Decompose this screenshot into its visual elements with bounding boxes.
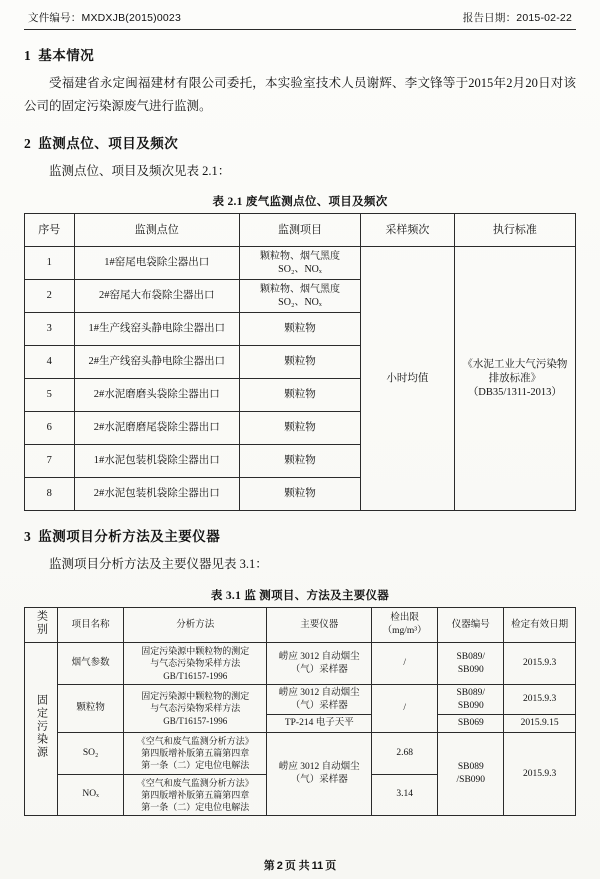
instrument-line: 崂应 3012 自动烟尘 [278,687,360,698]
row-items [239,280,360,313]
code-line: SB089/ [456,651,486,662]
row-point: 2#水泥磨磨尾袋除尘器出口 [74,412,239,445]
row-no: 7 [25,445,75,478]
row-items: 颗粒物 [239,313,360,346]
col-header-frequency: 采样频次 [361,214,455,247]
row-standard [454,247,575,511]
section-heading-3 [24,525,576,545]
code-line: SB089 [457,762,484,773]
method-line: 与气态污染物采样方法 [150,703,241,714]
row-item-line: SO₂、NOₓ [278,297,322,309]
row-no: 3 [25,313,75,346]
doc-number-value: MXDXJB(2015)0023 [81,12,181,24]
row-instrument [267,684,372,715]
row-items: 颗粒物 [239,445,360,478]
footer-total-pages: 11 [311,860,324,872]
row-no: 4 [25,346,75,379]
col-header-category-text: 类别 [35,609,48,636]
row-item-name: SO₂ [58,733,124,774]
section-2-title: 监测点位、项目及频次 [38,136,179,152]
row-frequency: 小时均值 [361,247,455,511]
row-method [124,733,267,774]
table-row [25,684,576,715]
col-header-name: 项目名称 [58,607,124,643]
method-line: GB/T16157-1996 [163,670,228,681]
doc-number [28,10,181,25]
section-2-number: 2 [24,136,32,152]
col-header-date: 检定有效日期 [504,607,576,643]
report-date-value: 2015-02-22 [516,12,572,24]
row-items: 颗粒物 [239,346,360,379]
standard-line: 《水泥工业大气污染物 [462,358,568,370]
row-limit: / [372,643,438,684]
row-method [124,774,267,815]
method-line: 固定污染源中颗粒物的测定 [141,691,250,702]
basic-situation-paragraph: 受福建省永定闽福建材有限公司委托，本实验室技术人员谢辉、李文锋等于2015年2月20日对该公司的固定污染源废气进行监测。 [24,76,576,114]
col-header-point: 监测点位 [74,214,239,247]
table-row [25,247,576,280]
standard-line: （DB35/1311-2013） [467,386,562,398]
row-date: 2015.9.3 [504,643,576,684]
row-code [438,684,504,715]
row-no: 2 [25,280,75,313]
method-line: 《空气和废气监测分析方法》 [136,777,254,788]
table-31-caption: 表 3.1 监 测项目、方法及主要仪器 [210,589,390,602]
doc-number-label: 文件编号： [28,13,82,24]
col-header-item: 监测项目 [239,214,360,247]
row-items [239,247,360,280]
row-no: 1 [25,247,75,280]
points-intro-paragraph: 监测点位、项目及频次见表 2.1： [49,164,231,179]
row-no: 5 [25,379,75,412]
row-method [124,643,267,684]
instrument-line: 崂应 3012 自动烟尘 [278,651,360,662]
footer-page-number: 2 [276,860,283,872]
method-line: 第一条（二）定电位电解法 [141,801,250,812]
section-3-number: 3 [24,529,32,545]
row-point: 1#窑尾电袋除尘器出口 [74,247,239,280]
code-line: SB089/ [456,687,486,698]
row-limit: / [372,684,438,732]
row-point: 2#水泥磨磨头袋除尘器出口 [74,379,239,412]
row-method [124,684,267,732]
row-point: 2#窑尾大布袋除尘器出口 [74,280,239,313]
instrument-line: （气）采样器 [290,664,348,675]
footer-middle: 页 共 [284,860,310,872]
row-item-line: SO₂、NOₓ [278,264,322,276]
col-header-limit-text: 检出限（mg/m³） [382,613,427,636]
method-line: 《空气和废气监测分析方法》 [136,736,254,747]
row-date: 2015.9.3 [504,733,576,816]
section-1-number: 1 [24,48,32,63]
table-row [25,643,576,684]
row-instrument [267,643,372,684]
row-items: 颗粒物 [239,478,360,511]
row-date: 2015.9.3 [504,684,576,715]
table-methods-instruments [24,607,576,817]
row-code [438,643,504,684]
section-heading-2 [24,132,576,152]
method-line: 与气态污染物采样方法 [150,658,241,669]
row-category [25,643,58,816]
row-instrument: TP-214 电子天平 [267,715,372,733]
method-intro-paragraph: 监测项目分析方法及主要仪器见表 3.1： [49,557,268,572]
table-row-header [25,607,576,643]
method-line: 第四版增补版第五篇第四章 [141,748,250,759]
row-items: 颗粒物 [239,379,360,412]
col-header-no: 序号 [25,214,75,247]
row-no: 8 [25,478,75,511]
method-line: 第四版增补版第五篇第四章 [141,789,250,800]
row-item-name: NOₓ [58,774,124,815]
col-header-standard: 执行标准 [454,214,575,247]
row-code: SB069 [438,715,504,733]
row-instrument [267,733,372,816]
document-header [24,10,576,30]
code-line: /SB090 [456,775,486,786]
row-point: 2#生产线窑头静电除尘器出口 [74,346,239,379]
row-point: 1#生产线窑头静电除尘器出口 [74,313,239,346]
code-line: SB090 [457,664,484,675]
row-no: 6 [25,412,75,445]
col-header-instrument: 主要仪器 [267,607,372,643]
instrument-line: （气）采样器 [290,700,348,711]
method-line: 第一条（二）定电位电解法 [141,760,250,771]
row-limit: 3.14 [372,774,438,815]
col-header-method: 分析方法 [124,607,267,643]
col-header-code: 仪器编号 [438,607,504,643]
row-items: 颗粒物 [239,412,360,445]
standard-line: 排放标准》 [488,372,542,384]
section-1-title: 基本情况 [38,48,95,63]
row-point: 1#水泥包装机袋除尘器出口 [74,445,239,478]
footer-suffix: 页 [325,860,337,872]
col-header-category [25,607,58,643]
row-item-line: 颗粒物、烟气黑度 [259,284,340,296]
instrument-line: 崂应 3012 自动烟尘 [278,762,360,773]
table-row-header [25,214,576,247]
table-monitoring-points [24,213,576,511]
row-limit: 2.68 [372,733,438,774]
code-line: SB090 [457,700,484,711]
row-category-text: 固定污染源 [35,694,48,760]
row-code [438,733,504,816]
row-item-name: 烟气参数 [58,643,124,684]
row-item-name: 颗粒物 [58,684,124,732]
col-header-limit [372,607,438,643]
table-21-caption: 表 2.1 废气监测点位、项目及频次 [212,196,388,209]
report-date [463,10,572,25]
method-line: GB/T16157-1996 [163,715,228,726]
footer-prefix: 第 [263,860,275,872]
instrument-line: （气）采样器 [290,775,348,786]
section-heading-1 [24,44,576,64]
page-footer [0,857,600,873]
row-item-line: 颗粒物、烟气黑度 [259,251,340,263]
report-date-label: 报告日期： [462,13,517,24]
row-point: 2#水泥包装机袋除尘器出口 [74,478,239,511]
table-row [25,733,576,774]
method-line: 固定污染源中颗粒物的测定 [141,646,250,657]
section-3-title: 监测项目分析方法及主要仪器 [38,529,221,545]
row-date: 2015.9.15 [504,715,576,733]
